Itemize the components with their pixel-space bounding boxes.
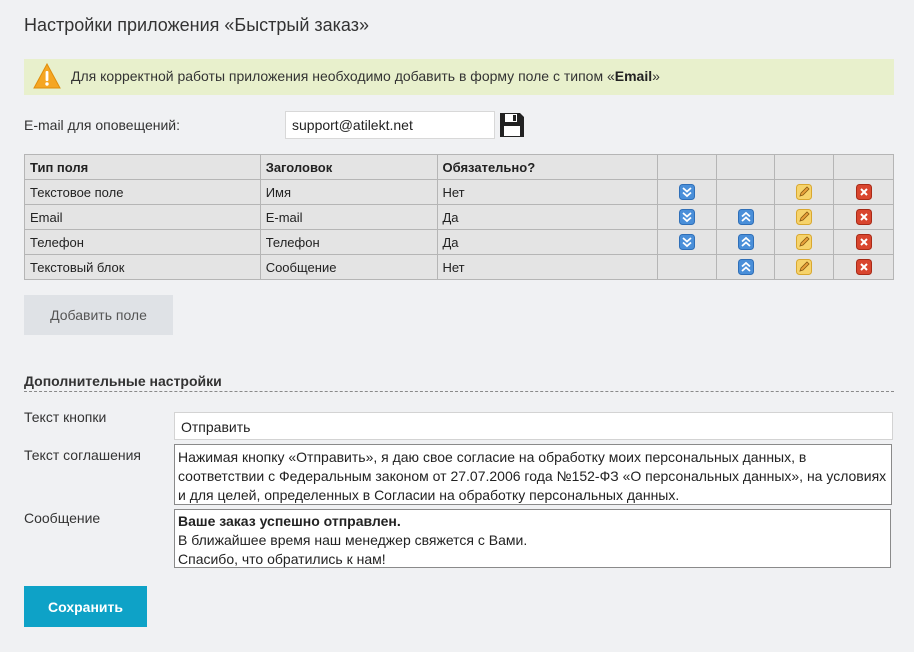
- cell-required: Да: [437, 205, 658, 230]
- table-row: [25, 230, 894, 255]
- message-textarea[interactable]: [174, 509, 891, 568]
- delete-icon[interactable]: [856, 234, 872, 250]
- alert-text-after: »: [652, 68, 660, 84]
- alert-message: [71, 68, 660, 84]
- consent-textarea[interactable]: Нажимая кнопку «Отправить», я даю свое согласие на обработку моих персональных данных, в соответствии с Федеральным законом от 27.07.2006 года №152-ФЗ «О персональных данных», на условиях и для целей, определенных в Согласии на обработку персональных данных.: [174, 444, 892, 505]
- cell-field-type: Email: [25, 205, 261, 230]
- move-down-icon[interactable]: [679, 184, 695, 200]
- fields-table: [24, 154, 894, 280]
- message-label: Сообщение: [24, 510, 101, 526]
- alert-bold-type: Email: [614, 68, 653, 84]
- header-required: Обязательно?: [437, 155, 658, 180]
- cell-field-type: Телефон: [25, 230, 261, 255]
- table-row: [25, 180, 894, 205]
- pencil-edit-icon[interactable]: [796, 234, 812, 250]
- delete-icon[interactable]: [856, 184, 872, 200]
- consent-label: Текст соглашения: [24, 447, 141, 463]
- cell-field-type: Текстовый блок: [25, 255, 261, 280]
- page-title: Настройки приложения «Быстрый заказ»: [24, 15, 369, 35]
- pencil-edit-icon[interactable]: [796, 184, 812, 200]
- message-line-2: В ближайшее время наш менеджер свяжется с Вами.: [178, 532, 528, 548]
- warning-icon: [33, 63, 61, 89]
- move-down-icon[interactable]: [679, 234, 695, 250]
- notify-email-input[interactable]: [285, 111, 495, 139]
- move-up-icon[interactable]: [738, 209, 754, 225]
- header-title: Заголовок: [260, 155, 437, 180]
- warning-alert: [24, 59, 894, 95]
- cell-title: Имя: [260, 180, 437, 205]
- cell-required: Да: [437, 230, 658, 255]
- message-line-1: Ваше заказ успешно отправлен.: [178, 513, 401, 529]
- save-button[interactable]: Сохранить: [24, 586, 147, 627]
- cell-required: Нет: [437, 255, 658, 280]
- notify-email-label: E-mail для оповещений:: [24, 117, 180, 133]
- delete-icon[interactable]: [856, 209, 872, 225]
- pencil-edit-icon[interactable]: [796, 259, 812, 275]
- add-field-button[interactable]: Добавить поле: [24, 295, 173, 335]
- section-divider: [24, 391, 894, 392]
- button-text-input[interactable]: Отправить: [174, 412, 893, 440]
- floppy-disk-icon[interactable]: [498, 111, 526, 139]
- table-row: [25, 205, 894, 230]
- move-up-icon[interactable]: [738, 234, 754, 250]
- delete-icon[interactable]: [856, 259, 872, 275]
- cell-required: Нет: [437, 180, 658, 205]
- cell-field-type: Текстовое поле: [25, 180, 261, 205]
- button-text-label: Текст кнопки: [24, 409, 107, 425]
- cell-title: Сообщение: [260, 255, 437, 280]
- pencil-edit-icon[interactable]: [796, 209, 812, 225]
- table-header-row: [25, 155, 894, 180]
- cell-title: E-mail: [260, 205, 437, 230]
- move-up-icon[interactable]: [738, 259, 754, 275]
- table-row: [25, 255, 894, 280]
- extra-section-title: Дополнительные настройки: [24, 373, 222, 389]
- header-field-type: Тип поля: [25, 155, 261, 180]
- alert-text-before: Для корректной работы приложения необходимо добавить в форму поле с типом «: [71, 68, 615, 84]
- cell-title: Телефон: [260, 230, 437, 255]
- move-down-icon[interactable]: [679, 209, 695, 225]
- message-line-3: Спасибо, что обратились к нам!: [178, 551, 386, 567]
